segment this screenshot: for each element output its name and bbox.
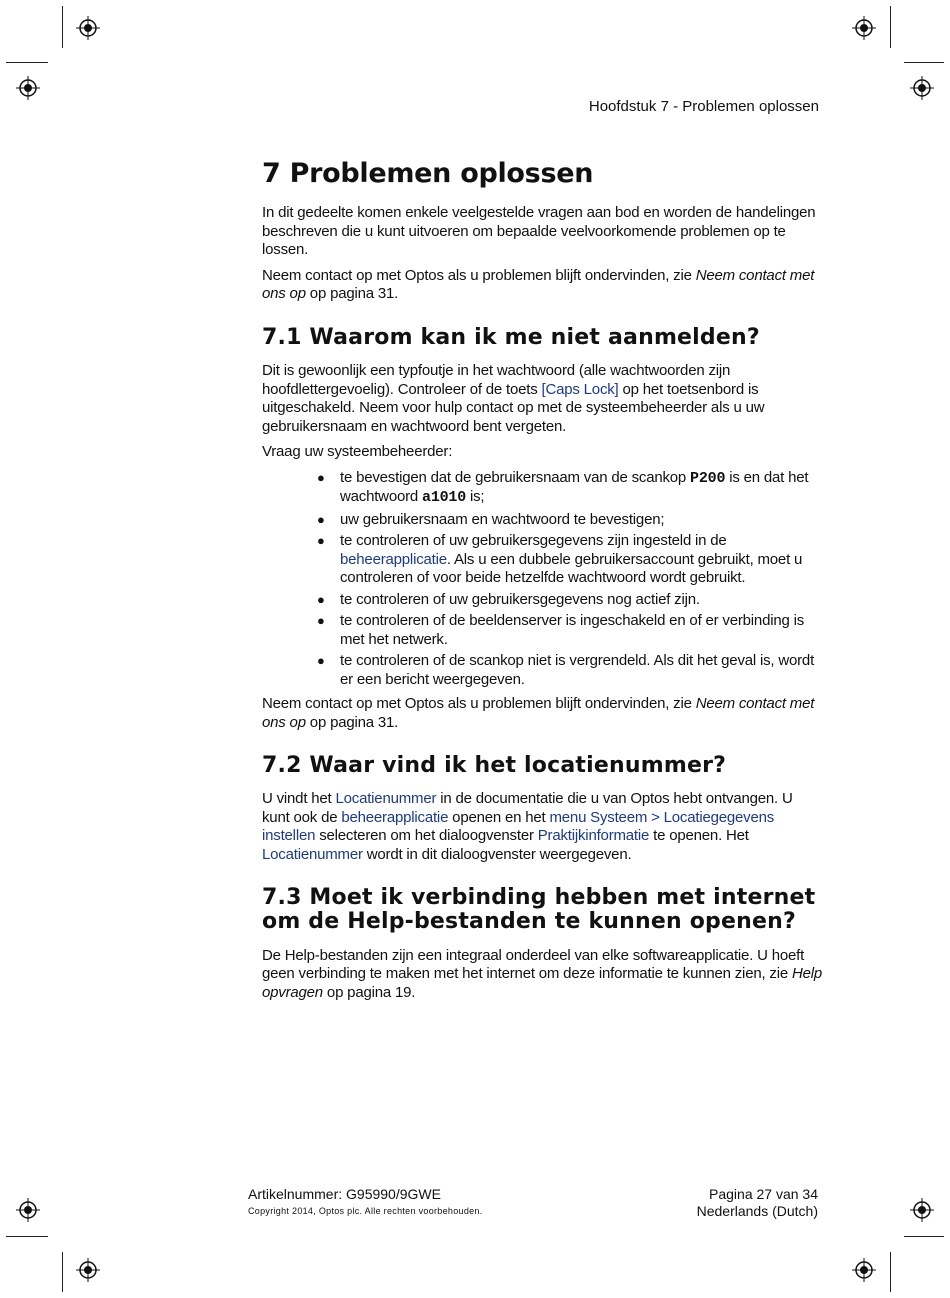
text: U vindt het <box>262 790 336 808</box>
section-7-1-title: 7.1 Waarom kan ik me niet aanmelden? <box>262 324 760 350</box>
section-7-3-title: 7.3 Moet ik verbinding hebben met internet om de Help-bestanden te kunnen openen? <box>262 885 816 935</box>
language: Nederlands (Dutch) <box>696 1203 818 1219</box>
text: is; <box>466 488 485 506</box>
text: De Help-bestanden zijn een integraal onderdeel van elke softwareapplicatie. U hoeft geen verbinding te maken met het internet om deze informatie te kunnen zien, zie <box>262 946 805 983</box>
username-code: P200 <box>690 469 726 487</box>
registration-mark-icon <box>16 1198 40 1222</box>
crop-mark <box>904 62 944 63</box>
registration-mark-icon <box>910 1198 934 1222</box>
text: te bevestigen dat de gebruikersnaam van de scankop <box>340 468 691 486</box>
bullet-icon: ● <box>317 591 325 607</box>
text: in de documentatie die u van Optos hebt ontvangen. U kunt ook de <box>262 790 793 826</box>
crop-mark <box>890 1252 891 1292</box>
text: te controleren of de scankop niet is vergrendeld. Als dit het geval is, wordt er een bericht weergegeven. <box>340 652 815 688</box>
section-7-3-paragraph <box>262 947 822 1003</box>
running-header: Hoofdstuk 7 - Problemen oplossen <box>588 98 819 115</box>
footer-right <box>697 1186 818 1220</box>
registration-mark-icon <box>852 16 876 40</box>
registration-mark-icon <box>16 76 40 100</box>
section-7-1-contact-paragraph <box>262 695 822 732</box>
crop-mark <box>62 1252 63 1292</box>
cross-reference-link[interactable]: Neem contact met ons op <box>262 695 815 731</box>
bullet-icon: ● <box>317 653 325 669</box>
crop-mark <box>62 6 63 48</box>
crop-mark <box>904 1236 944 1237</box>
list-item <box>262 591 822 610</box>
password-code: a1010 <box>422 489 467 507</box>
cross-reference-link[interactable]: Neem contact met ons op <box>262 266 815 303</box>
list-item <box>262 511 822 530</box>
footer-left <box>248 1186 483 1216</box>
page-number: Pagina 27 van 34 <box>709 1186 818 1202</box>
text: te controleren of de beeldenserver is ingeschakeld en of er verbinding is met het netwerk. <box>340 612 805 648</box>
section-7-2-paragraph <box>262 790 822 864</box>
list-item <box>262 469 822 508</box>
caps-lock-key-label: [Caps Lock] <box>541 380 619 398</box>
chapter-contact-paragraph <box>262 267 822 304</box>
crop-mark <box>890 6 891 48</box>
registration-mark-icon <box>910 76 934 100</box>
text: op pagina 31. <box>305 285 399 303</box>
text: wordt in dit dialoogvenster weergegeven. <box>362 845 632 863</box>
registration-mark-icon <box>76 16 100 40</box>
text: . Als u een dubbele gebruikersaccount gebruikt, moet u controleren of voor beide hetzelfde wachtwoord wordt gebruikt. <box>340 550 803 587</box>
text: selecteren om het dialoogvenster <box>315 827 538 845</box>
article-number: Artikelnummer: G95990/9GWE <box>248 1186 441 1202</box>
chapter-intro: In dit gedeelte komen enkele veelgestelde vragen aan bod en worden de handelingen beschreven die u kunt uitvoeren om bepaalde veelvoorkomende problemen op te lossen. <box>262 204 816 259</box>
chapter-title: 7 Problemen oplossen <box>262 158 594 189</box>
text: te openen. Het <box>649 827 749 845</box>
ui-term: beheerapplicatie <box>341 808 449 826</box>
crop-mark <box>6 1236 48 1237</box>
ask-admin-paragraph: Vraag uw systeembeheerder: <box>262 443 453 461</box>
text: Neem contact op met Optos als u problemen blijft ondervinden, zie <box>262 266 696 284</box>
registration-mark-icon <box>76 1258 100 1282</box>
page-content <box>262 158 822 1009</box>
crop-mark <box>6 62 48 63</box>
ui-term: Locatienummer <box>262 845 363 863</box>
text: op pagina 19. <box>322 983 416 1001</box>
section-7-1-paragraph <box>262 362 822 436</box>
text: op het toetsenbord is uitgeschakeld. Neem voor hulp contact op met de systeembeheerder als u uw gebruikersnaam en wachtwoord bent vergeten. <box>262 380 765 435</box>
list-item <box>262 652 822 689</box>
registration-mark-icon <box>852 1258 876 1282</box>
bullet-icon: ● <box>317 533 325 549</box>
text: Dit is gewoonlijk een typfoutje in het wachtwoord (alle wachtwoorden zijn hoofdlettergevoelig). Controleer of de toets <box>262 362 731 398</box>
ui-term: menu Systeem > Locatiegegevens instellen <box>262 808 775 845</box>
bullet-icon: ● <box>317 511 325 527</box>
ui-term: Praktijkinformatie <box>537 827 650 845</box>
cross-reference-link[interactable]: Help opvragen <box>262 965 823 1001</box>
text: uw gebruikersnaam en wachtwoord te bevestigen; <box>340 510 665 528</box>
bullet-icon: ● <box>317 613 325 629</box>
text: op pagina 31. <box>305 713 399 731</box>
bullet-icon: ● <box>317 469 325 485</box>
text: openen en het <box>448 808 550 826</box>
list-item <box>262 612 822 649</box>
text: is en dat het wachtwoord <box>340 468 809 506</box>
text: te controleren of uw gebruikersgegevens nog actief zijn. <box>340 590 700 608</box>
text: Neem contact op met Optos als u problemen blijft ondervinden, zie <box>262 695 696 713</box>
text: te controleren of uw gebruikersgegevens zijn ingesteld in de <box>340 532 727 550</box>
checklist <box>262 469 822 690</box>
list-item <box>262 532 822 588</box>
admin-app-label: beheerapplicatie <box>340 550 447 568</box>
section-7-2-title: 7.2 Waar vind ik het locatienummer? <box>262 753 727 779</box>
copyright: Copyright 2014, Optos plc. Alle rechten voorbehouden. <box>248 1206 483 1216</box>
ui-term: Locatienummer <box>335 790 437 808</box>
